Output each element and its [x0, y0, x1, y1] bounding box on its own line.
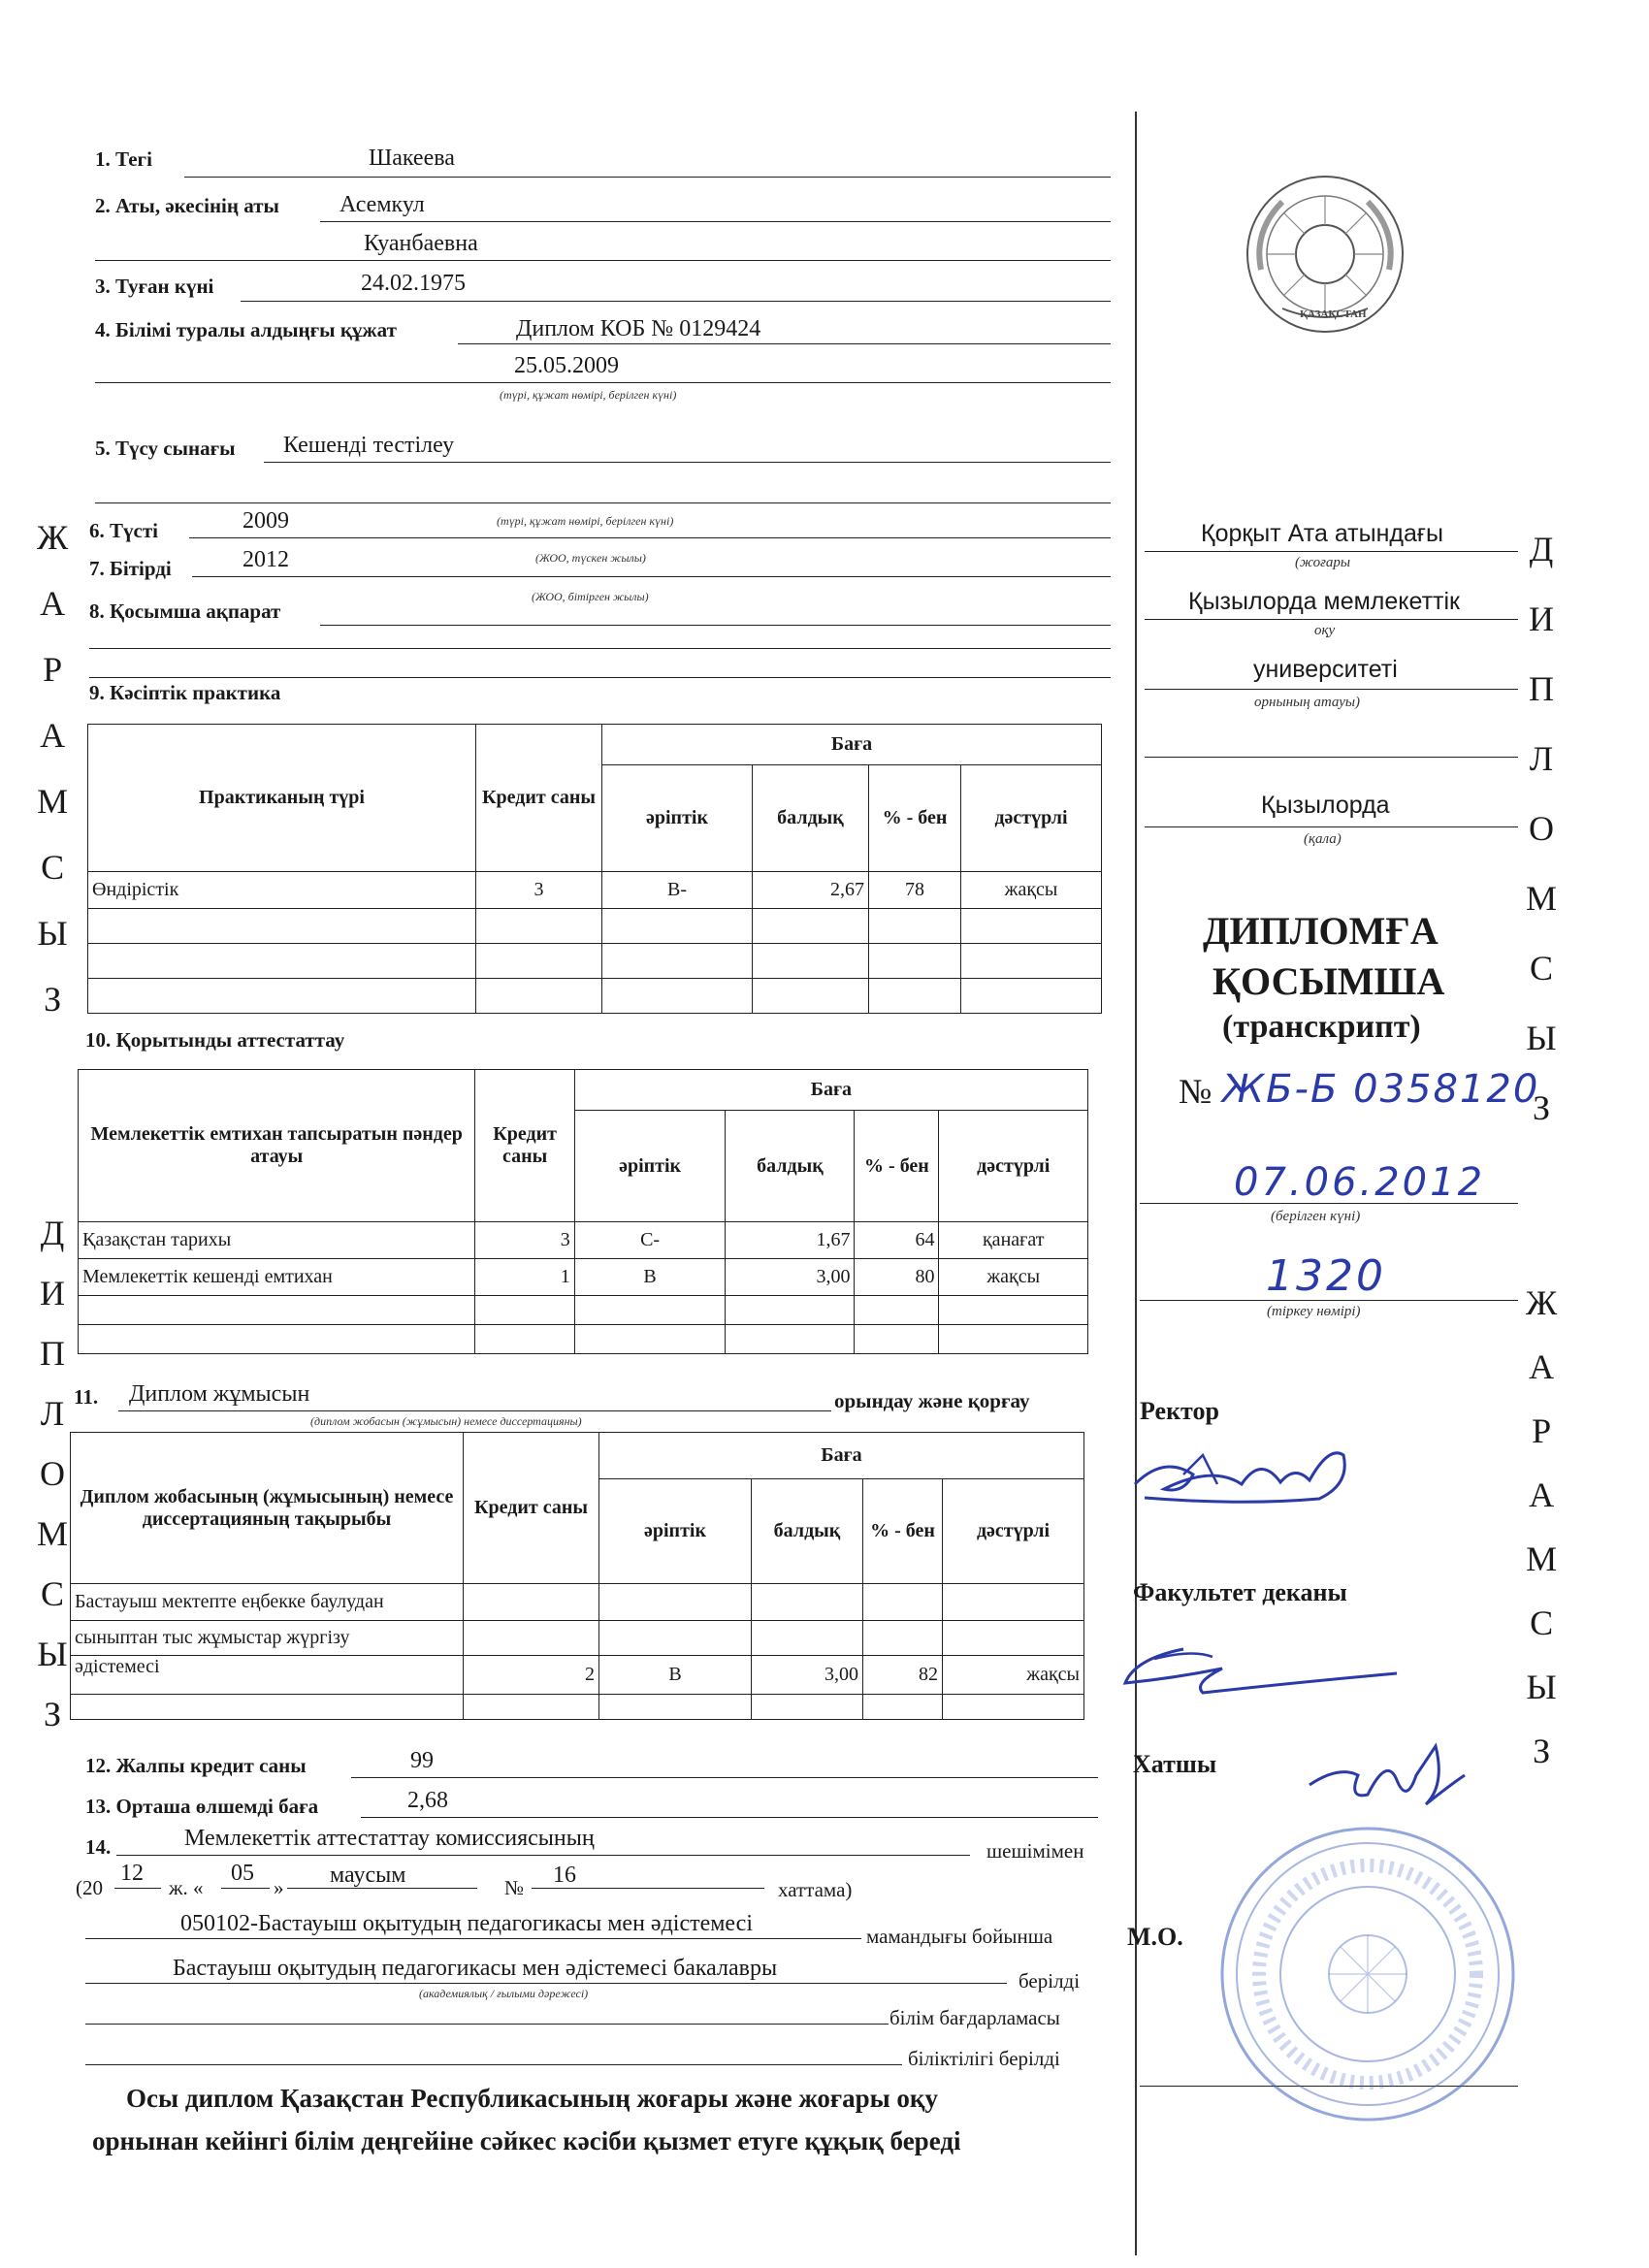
side-letter: З	[1533, 1732, 1551, 1770]
document-title-line3: (транскрипт)	[1222, 1009, 1421, 1045]
city-hint: (қала)	[1304, 831, 1342, 847]
practice-title: 9. Кәсіптік практика	[89, 681, 281, 704]
side-letter: Ы	[1526, 1019, 1557, 1057]
final-row2-point: 3,00	[726, 1259, 855, 1296]
side-letter: С	[1530, 949, 1554, 988]
gpa-line	[361, 1817, 1098, 1818]
prev-doc-value: Диплом КОБ № 0129424	[516, 316, 761, 341]
table-row	[71, 1621, 1084, 1656]
admitted-line	[189, 537, 1111, 538]
thesis-number: 11.	[74, 1385, 99, 1409]
total-credits-value: 99	[410, 1748, 434, 1773]
table-row	[79, 1222, 1088, 1259]
thesis-topic-line3: әдістемесі	[71, 1656, 464, 1695]
table-row	[79, 1259, 1088, 1296]
patronymic-value: Куанбаевна	[364, 231, 478, 256]
degree-value: Бастауыш оқытудың педагогикасы мен әдістемесі бакалавры	[173, 1956, 778, 1981]
side-text-right-top	[1526, 514, 1557, 1143]
side-letter: З	[43, 1695, 62, 1733]
degree-line	[85, 1983, 1007, 1984]
thesis-header-grade: Баға	[599, 1433, 1084, 1479]
additional-info-label: 8. Қосымша ақпарат	[89, 599, 281, 623]
practice-letter: B-	[602, 872, 753, 909]
university-line3-rule	[1145, 689, 1518, 690]
final-attestation-title: 10. Қорытынды аттестаттау	[85, 1028, 345, 1052]
table-row	[88, 872, 1102, 909]
protocol-month-line	[287, 1888, 477, 1889]
practice-credit: 3	[476, 872, 602, 909]
gpa-value: 2,68	[407, 1788, 448, 1813]
final-attestation-table	[78, 1069, 1088, 1354]
issue-date-hint: (берілген күні)	[1271, 1209, 1361, 1224]
side-letter: З	[1532, 1088, 1551, 1127]
side-letter: М	[37, 1514, 69, 1553]
thesis-header-name: Диплом жобасының (жұмысының) немесе диссертацияның тақырыбы	[71, 1433, 464, 1584]
thesis-header-point: балдық	[752, 1479, 863, 1584]
protocol-p5: хаттама)	[778, 1878, 853, 1901]
university-line1-rule	[1145, 551, 1518, 552]
final-header-letter: әріптік	[574, 1111, 726, 1222]
thesis-point: 3,00	[752, 1656, 863, 1695]
side-letter: М	[37, 782, 69, 821]
practice-header-point: балдық	[753, 765, 869, 872]
graduated-hint: (ЖОО, бітірген жылы)	[532, 590, 649, 603]
total-credits-line	[351, 1777, 1098, 1778]
commission-line	[116, 1855, 970, 1856]
final-row1-name: Қазақстан тарихы	[79, 1222, 475, 1259]
practice-header-grade: Баға	[602, 725, 1102, 765]
prev-doc-line2	[95, 382, 1111, 383]
gpa-label: 13. Орташа өлшемді баға	[85, 1795, 319, 1818]
practice-header-credit: Кредит саны	[476, 725, 602, 872]
thesis-line	[118, 1410, 831, 1411]
surname-value: Шакеева	[369, 146, 455, 171]
side-letter: П	[1529, 669, 1554, 708]
table-row	[71, 1656, 1084, 1695]
thesis-header-trad: дәстүрлі	[943, 1479, 1084, 1584]
final-row1-letter: C-	[574, 1222, 726, 1259]
final-row2-letter: B	[574, 1259, 726, 1296]
footer-line1: Осы диплом Қазақстан Республикасының жоғары және жоғары оқу	[126, 2084, 938, 2113]
side-letter: Д	[40, 1214, 65, 1252]
transcript-number-value: ЖБ-Б 0358120	[1222, 1067, 1540, 1112]
university-line3: университеті	[1253, 656, 1398, 683]
prev-doc-hint: (түрі, құжат нөмірі, берілген күні)	[500, 388, 677, 402]
graduated-value: 2012	[242, 547, 289, 572]
dean-label: Факультет деканы	[1133, 1578, 1347, 1606]
qualification-suffix: біліктілігі берілді	[908, 2047, 1060, 2070]
issue-date-rule	[1140, 1203, 1518, 1204]
commission-value: Мемлекеттік аттестаттау комиссиясының	[184, 1826, 595, 1851]
thesis-topic-line1: Бастауыш мектепте еңбекке баулудан	[71, 1584, 464, 1621]
seal-place-label: М.О.	[1127, 1923, 1183, 1951]
side-letter: Ы	[1526, 1668, 1557, 1706]
practice-table	[87, 724, 1102, 1014]
protocol-num: 16	[553, 1863, 576, 1888]
university-hint2: оқу	[1314, 623, 1336, 638]
thesis-header-pct: % - бен	[863, 1479, 943, 1584]
final-header-credit: Кредит саны	[475, 1070, 574, 1222]
university-line1: Қорқыт Ата атындағы	[1201, 520, 1443, 547]
protocol-p2: ж. «	[169, 1876, 204, 1899]
degree-suffix: берілді	[1018, 1969, 1081, 1993]
thesis-table	[70, 1432, 1084, 1720]
final-row1-trad: қанағат	[939, 1222, 1088, 1259]
official-stamp-icon	[1217, 1824, 1518, 2124]
additional-info-line	[320, 625, 1111, 626]
side-letter: Л	[1529, 739, 1554, 778]
name-value: Асемкул	[340, 192, 425, 217]
entrance-label: 5. Түсу сынағы	[95, 437, 236, 460]
specialty-line	[85, 1938, 861, 1939]
rector-label: Ректор	[1140, 1397, 1219, 1425]
name-line	[320, 221, 1111, 222]
side-letter: Д	[1529, 530, 1554, 568]
program-line	[85, 2024, 889, 2025]
final-header-grade: Баға	[574, 1070, 1087, 1111]
side-letter: Ж	[37, 518, 69, 557]
registration-number-hint: (тіркеу нөмірі)	[1267, 1304, 1361, 1319]
table-row	[71, 1584, 1084, 1621]
thesis-hint: (диплом жобасын (жұмысын) немесе диссертацияны)	[310, 1414, 582, 1428]
side-letter: М	[1526, 879, 1558, 918]
practice-header-pct: % - бен	[869, 765, 961, 872]
document-title-line1: ДИПЛОМҒА	[1203, 909, 1439, 953]
final-row2-credit: 1	[475, 1259, 574, 1296]
side-letter: М	[1526, 1539, 1558, 1578]
thesis-trad: жақсы	[943, 1656, 1084, 1695]
thesis-header-letter: әріптік	[599, 1479, 752, 1584]
birthdate-line	[241, 301, 1111, 302]
secretary-signature	[1300, 1727, 1474, 1814]
university-hint1: (жоғары	[1295, 555, 1351, 570]
final-header-name: Мемлекеттік емтихан тапсыратын пәндер атауы	[79, 1070, 475, 1222]
side-letter: Р	[43, 650, 63, 689]
protocol-month: маусым	[330, 1863, 406, 1888]
protocol-year: 12	[120, 1861, 144, 1886]
side-letter: Ы	[37, 914, 68, 953]
additional-info-line2	[89, 648, 1111, 649]
practice-trad: жақсы	[961, 872, 1102, 909]
university-hint3: орнының атауы)	[1254, 695, 1361, 710]
university-line2-rule	[1145, 619, 1518, 620]
city-rule	[1145, 826, 1518, 827]
final-header-point: балдық	[726, 1111, 855, 1222]
side-letter: А	[40, 716, 66, 755]
qualification-line	[85, 2064, 902, 2065]
thesis-topic-line2: сыныптан тыс жұмыстар жүргізу	[71, 1621, 464, 1656]
practice-name: Өндірістік	[88, 872, 476, 909]
thesis-credit: 2	[464, 1656, 599, 1695]
entrance-hint: (түрі, құжат нөмірі, берілген күні)	[497, 514, 674, 528]
birthdate-label: 3. Туған күні	[95, 275, 214, 298]
side-text-right-bottom	[1526, 1271, 1557, 1783]
protocol-day-line	[221, 1888, 270, 1889]
admitted-label: 6. Түсті	[89, 519, 158, 542]
protocol-p3: »	[274, 1876, 284, 1899]
practice-header-name: Практиканың түрі	[88, 725, 476, 872]
degree-hint: (академиялық / ғылыми дәрежесі)	[419, 1987, 589, 2000]
additional-info-line3	[89, 677, 1111, 678]
final-row1-point: 1,67	[726, 1222, 855, 1259]
side-letter: С	[41, 1574, 65, 1613]
protocol-p1: (20	[76, 1876, 103, 1899]
side-letter: П	[40, 1334, 65, 1373]
footer-line2: орнынан кейінгі білім деңгейіне сәйкес кәсіби қызмет етуге құқық береді	[92, 2126, 961, 2155]
prev-doc-line	[458, 343, 1111, 344]
patronymic-line	[95, 260, 1111, 261]
secretary-label: Хатшы	[1133, 1750, 1217, 1778]
graduated-line	[192, 576, 1111, 577]
side-letter: Л	[40, 1394, 65, 1433]
protocol-num-line	[532, 1888, 764, 1889]
specialty-value: 050102-Бастауыш оқытудың педагогикасы мен әдістемесі	[180, 1911, 753, 1936]
commission-suffix: шешімімен	[986, 1839, 1084, 1863]
university-line2: Қызылорда мемлекеттік	[1188, 588, 1460, 615]
city-value: Қызылорда	[1261, 792, 1390, 819]
emblem-text: ҚАЗАҚСТАН	[1300, 308, 1367, 320]
thesis-value: Диплом жұмысын	[129, 1381, 310, 1407]
thesis-header-credit: Кредит саны	[464, 1433, 599, 1584]
rector-signature	[1125, 1416, 1377, 1523]
side-text-left-bottom	[37, 1203, 68, 1744]
prev-doc-label: 4. Білімі туралы алдыңғы құжат	[95, 318, 397, 341]
transcript-number-label: №	[1179, 1072, 1212, 1111]
surname-line	[184, 177, 1111, 178]
final-row1-credit: 3	[475, 1222, 574, 1259]
practice-header-letter: әріптік	[602, 765, 753, 872]
protocol-p4: №	[504, 1876, 525, 1899]
side-letter: З	[44, 980, 62, 1019]
admitted-hint: (ЖОО, түскен жылы)	[535, 551, 646, 565]
protocol-year-line	[114, 1888, 161, 1889]
side-letter: И	[40, 1274, 65, 1312]
specialty-suffix: мамандығы бойынша	[866, 1925, 1053, 1948]
entrance-line2	[95, 502, 1111, 503]
total-credits-label: 12. Жалпы кредит саны	[85, 1754, 307, 1777]
thesis-letter: B	[599, 1656, 752, 1695]
final-row1-pct: 64	[855, 1222, 939, 1259]
practice-header-trad: дәстүрлі	[961, 765, 1102, 872]
prev-doc-date: 25.05.2009	[514, 353, 619, 378]
side-letter: О	[40, 1454, 65, 1493]
entrance-value: Кешенді тестілеу	[283, 433, 455, 458]
registration-number-value: 1320	[1266, 1251, 1386, 1301]
side-letter: И	[1529, 599, 1554, 638]
final-row2-pct: 80	[855, 1259, 939, 1296]
final-row2-name: Мемлекеттік кешенді емтихан	[79, 1259, 475, 1296]
final-header-pct: % - бен	[855, 1111, 939, 1222]
commission-number: 14.	[85, 1835, 112, 1859]
dean-signature	[1116, 1630, 1406, 1707]
side-letter: Ж	[1526, 1283, 1558, 1322]
program-suffix: білім бағдарламасы	[889, 2006, 1060, 2029]
admitted-value: 2009	[242, 508, 289, 534]
registration-number-rule	[1140, 1300, 1518, 1301]
surname-label: 1. Тегі	[95, 147, 152, 171]
entrance-line	[264, 462, 1111, 463]
thesis-pct: 82	[863, 1656, 943, 1695]
graduated-label: 7. Бітірді	[89, 557, 172, 580]
side-letter: О	[1529, 809, 1554, 848]
side-letter: Ы	[37, 1635, 68, 1673]
university-line4-rule	[1145, 757, 1518, 758]
birthdate-value: 24.02.1975	[361, 271, 466, 296]
practice-pct: 78	[869, 872, 961, 909]
final-header-trad: дәстүрлі	[939, 1111, 1088, 1222]
issue-date-value: 07.06.2012	[1234, 1160, 1486, 1205]
side-letter: А	[40, 584, 66, 623]
protocol-day: 05	[231, 1861, 254, 1886]
side-letter: Р	[1532, 1411, 1552, 1450]
side-letter: С	[1530, 1604, 1554, 1642]
side-letter: С	[41, 848, 65, 887]
final-row2-trad: жақсы	[939, 1259, 1088, 1296]
document-title-line2: ҚОСЫМША	[1212, 959, 1445, 1003]
practice-point: 2,67	[753, 872, 869, 909]
side-letter: А	[1529, 1475, 1555, 1514]
side-letter: А	[1529, 1347, 1555, 1386]
name-label: 2. Аты, әкесінің аты	[95, 194, 279, 217]
thesis-suffix: орындау және қорғау	[834, 1389, 1030, 1412]
side-text-left-top	[37, 504, 68, 1032]
